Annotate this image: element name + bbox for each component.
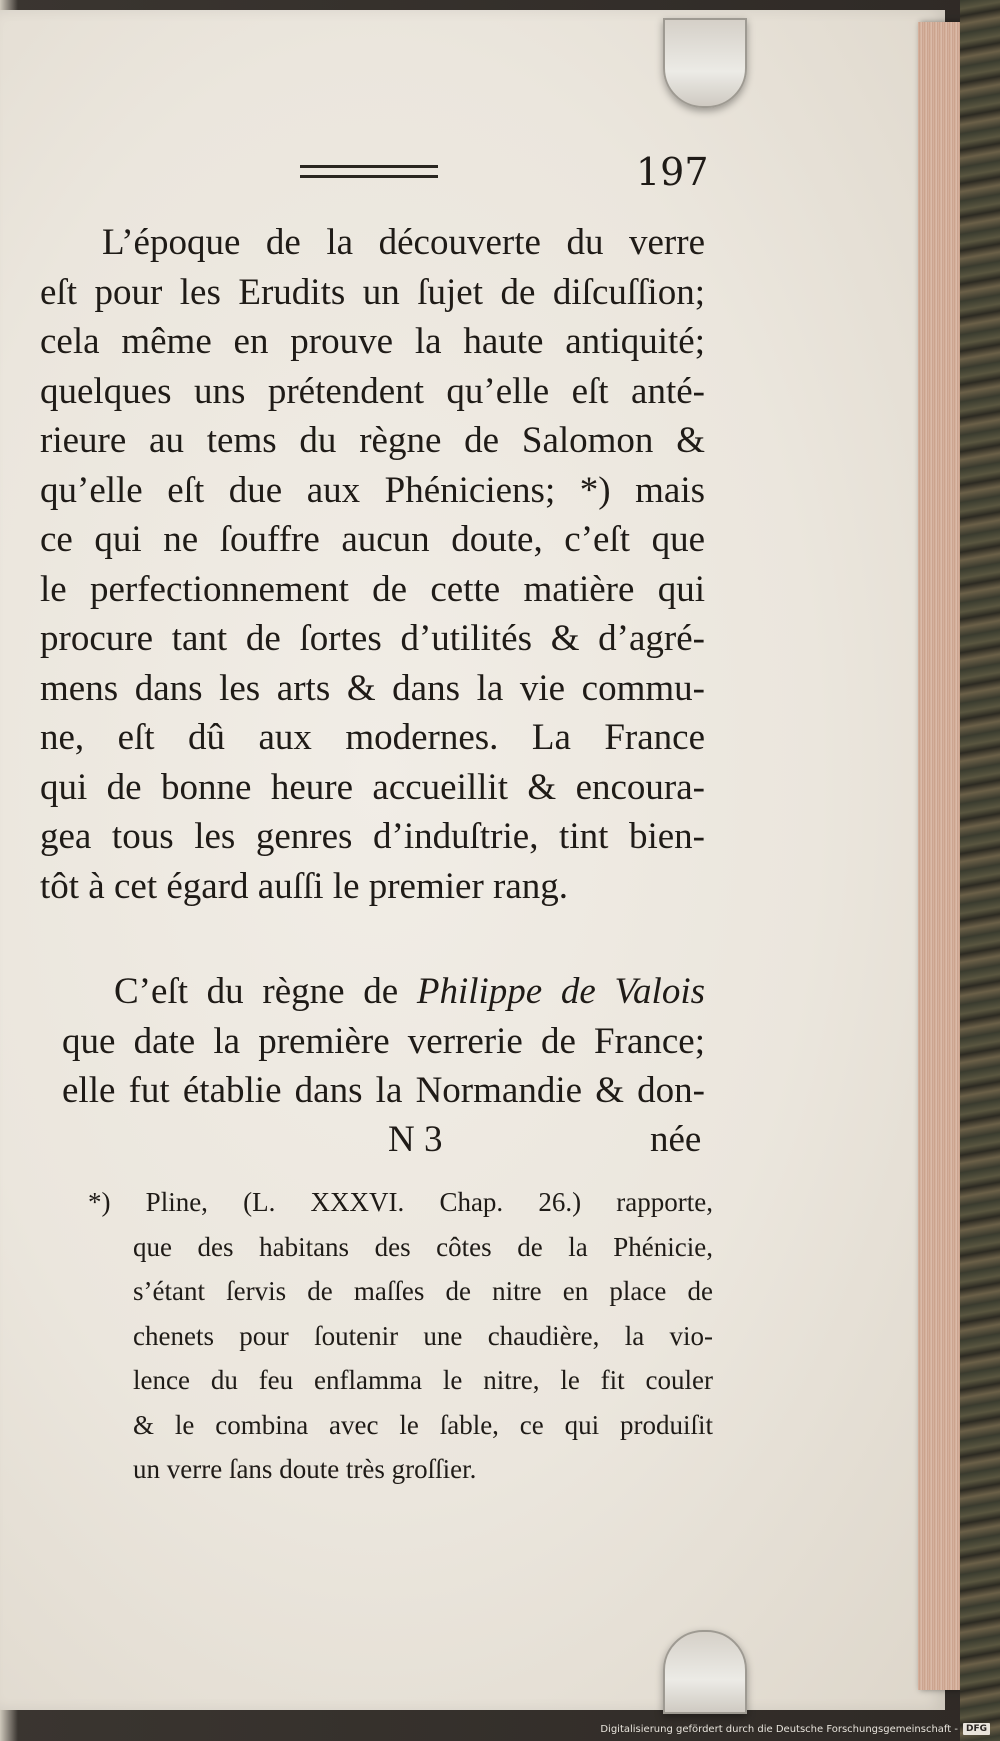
second-paragraph: [62, 967, 705, 1116]
text-line: qu’elle eſt due aux Phéniciens; *) mais: [40, 469, 705, 511]
text-line: qui de bonne heure accueillit & encoura-: [40, 766, 705, 808]
text-line: elle fut établie dans la Normandie & don-: [62, 1070, 705, 1111]
footnote-line: un verre ſans doute très groſſier.: [133, 1454, 477, 1484]
page-number: 197: [636, 150, 709, 194]
text-line: L’époque de la découverte du verre: [102, 222, 705, 263]
footnote-line: que des habitans des côtes de la Phénicie,: [133, 1231, 713, 1262]
page-block-edge: [918, 22, 960, 1690]
text-line: ce qui ne ſouffre aucun doute, c’eſt que: [40, 519, 705, 560]
text-line: ne, eſt dû aux modernes. La France: [40, 717, 705, 758]
footnote-line: s’étant ſervis de maſſes de nitre en place de: [133, 1276, 713, 1306]
text-line: rieure au tems du règne de Salomon &: [40, 420, 705, 461]
page-clip-icon: [663, 18, 747, 108]
header-ornament-rule: [300, 165, 438, 178]
digitization-credit: [600, 1723, 990, 1735]
footnote-line: chenets pour ſoutenir une chaudière, la vio-: [133, 1320, 713, 1351]
text-line: [62, 967, 705, 1017]
footnote-line: & le combina avec le ſable, ce qui produiſit: [133, 1409, 713, 1440]
marbled-cover: [960, 0, 1000, 1741]
signature-line: [0, 1118, 720, 1168]
text-line: gea tous les genres d’induſtrie, tint bien-: [40, 816, 705, 857]
text-line: quelques uns prétendent qu’elle eſt anté-: [40, 370, 705, 412]
text-line: que date la première verrerie de France;: [62, 1020, 705, 1062]
footnote-line: lence du feu enflamma le nitre, le fit couler: [133, 1365, 713, 1395]
text-line: eſt pour les Erudits un ſujet de diſcuſſion;: [40, 271, 705, 313]
dfg-logo-icon: DFG: [963, 1723, 990, 1735]
page-clip-icon: [663, 1630, 747, 1714]
main-paragraph: [40, 218, 705, 911]
text-line: mens dans les arts & dans la vie commu-: [40, 667, 705, 709]
credit-text: Digitalisierung gefördert durch die Deutsche Forschungsgemeinschaft -: [600, 1723, 958, 1735]
catchword: née: [650, 1119, 702, 1160]
text-line: tôt à cet égard auſſi le premier rang.: [40, 865, 569, 907]
italic-name: Philippe de Valois: [416, 971, 705, 1012]
text-line: cela même en prouve la haute antiquité;: [40, 321, 705, 362]
signature-mark: N 3: [388, 1119, 443, 1160]
text-segment: C’eſt du règne de: [114, 971, 417, 1012]
text-line: procure tant de ſortes d’utilités & d’agré-: [40, 618, 705, 659]
footnote-line: *) Pline, (L. XXXVI. Chap. 26.) rapporte,: [88, 1187, 713, 1217]
text-line: le perfectionnement de cette matière qui: [40, 568, 705, 610]
footnote: [88, 1180, 713, 1492]
